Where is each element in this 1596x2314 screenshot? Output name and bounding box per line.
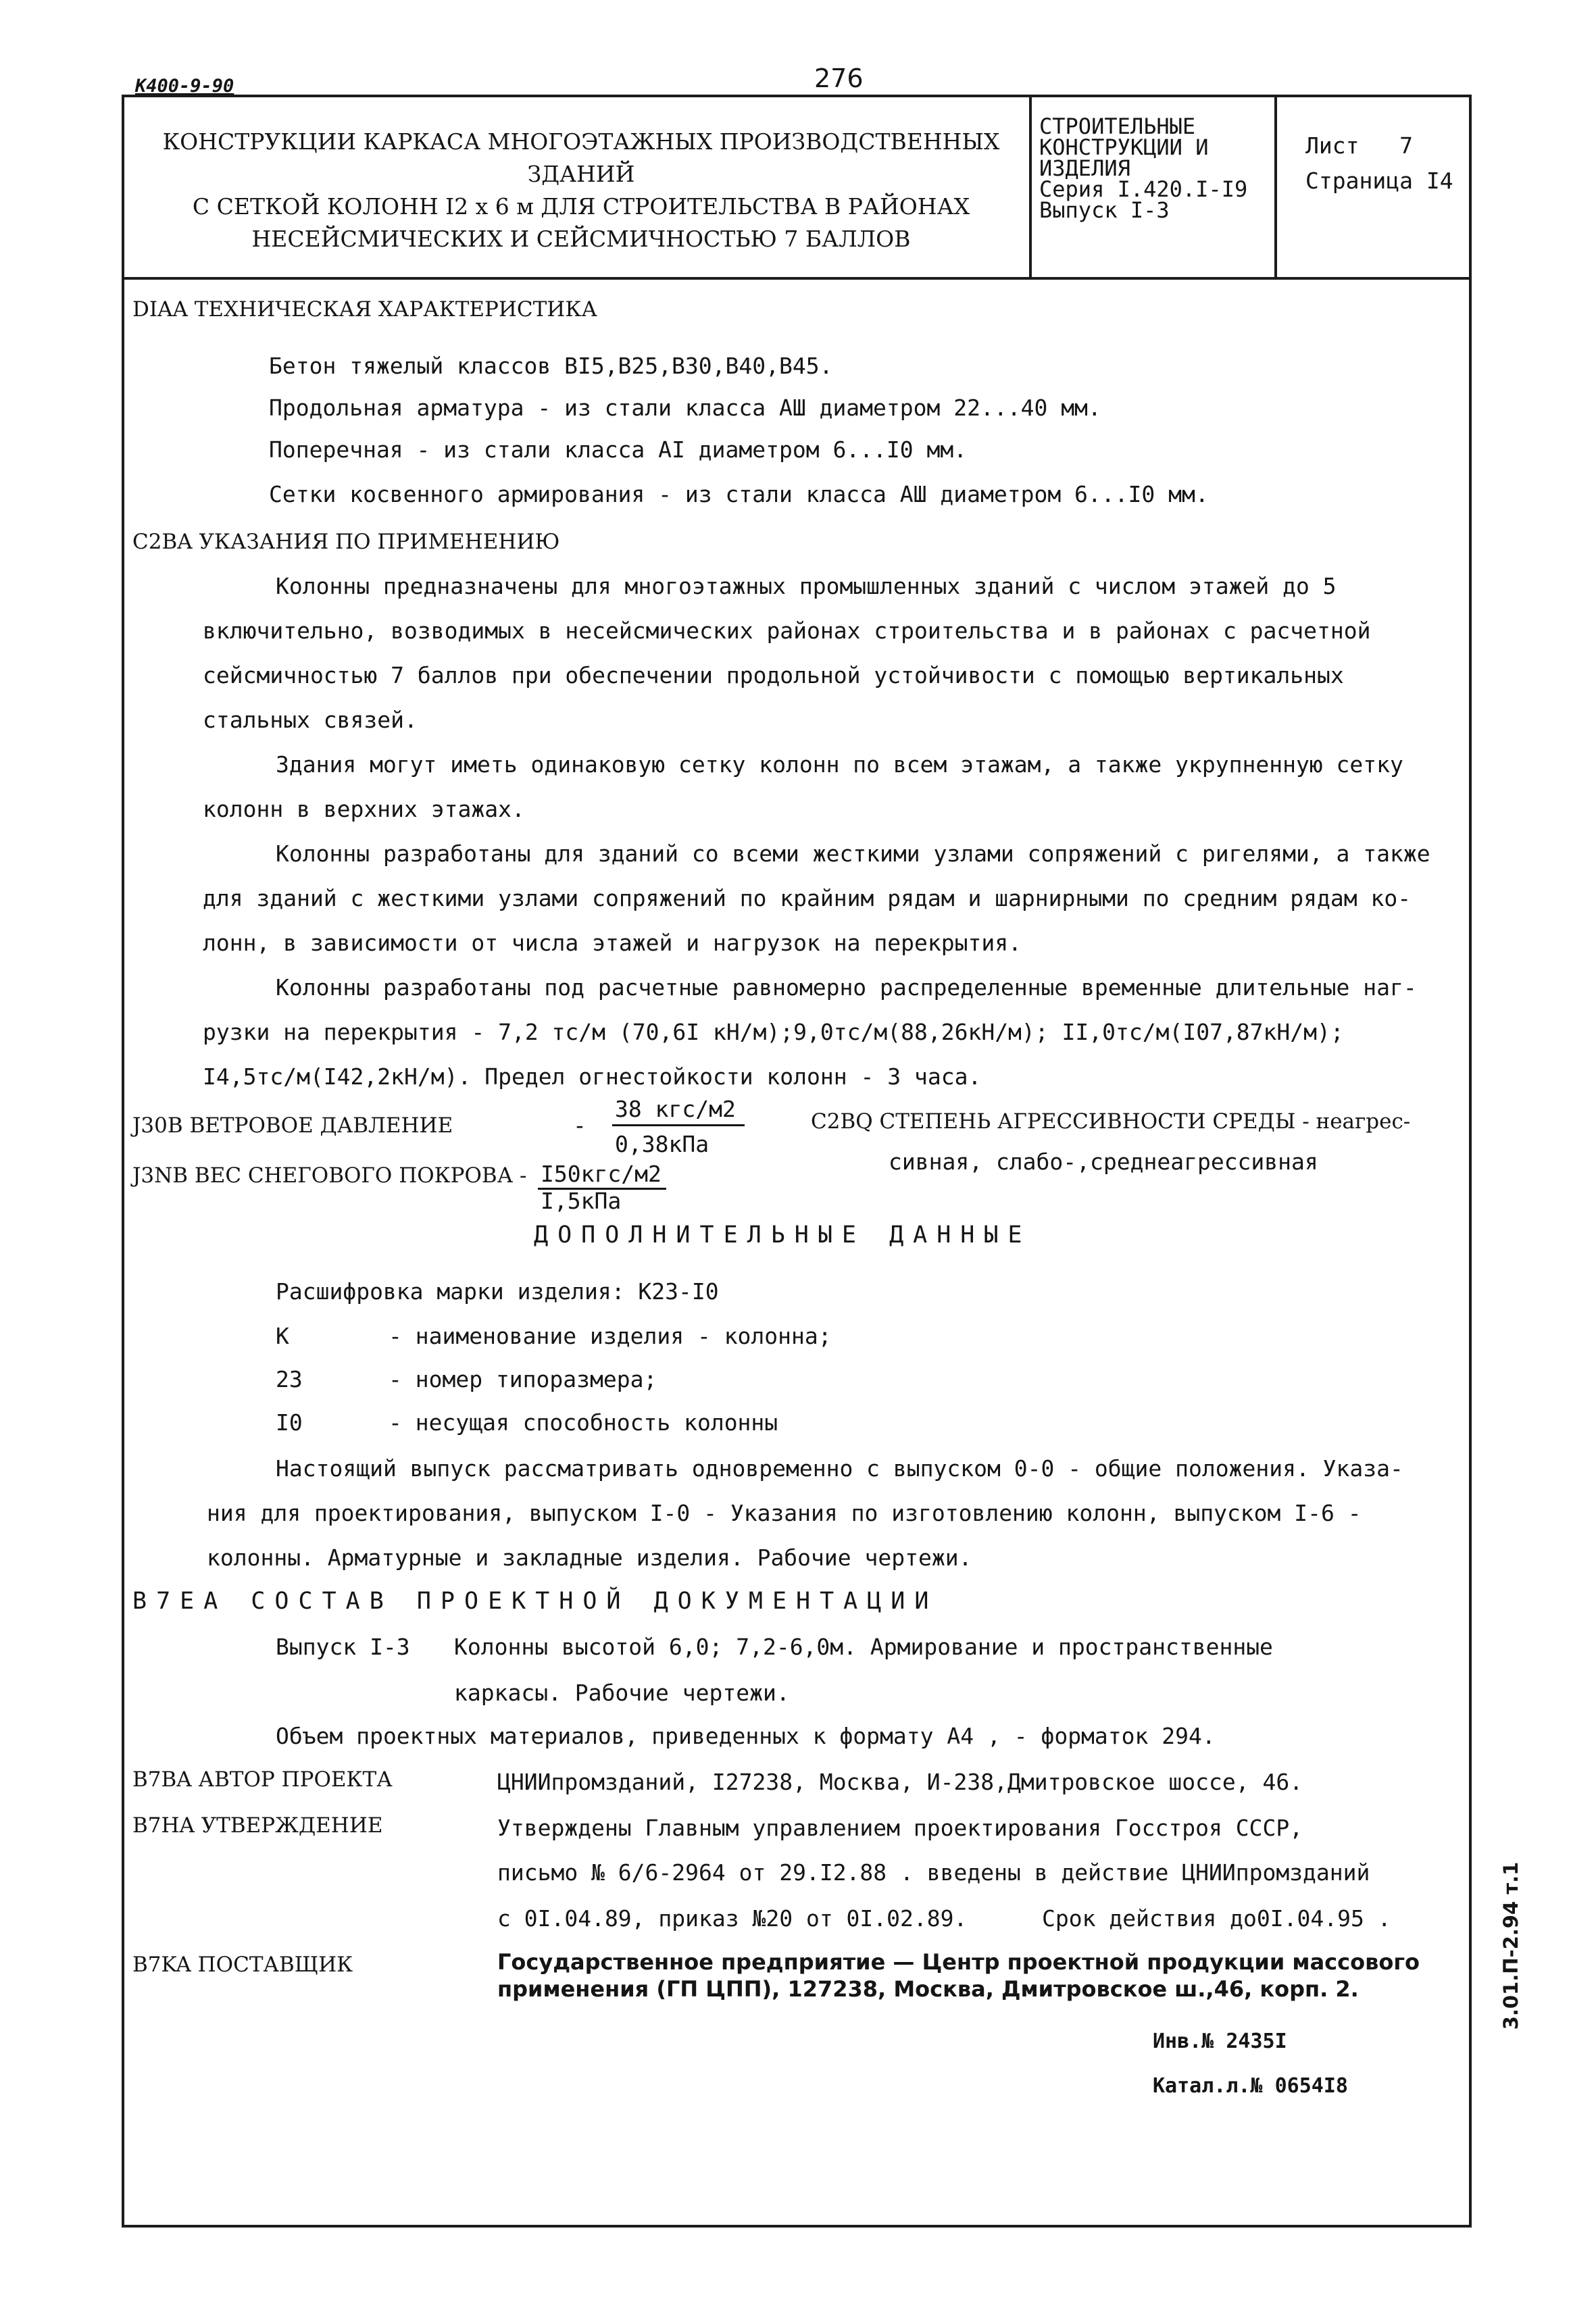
application-line: Колонны разработаны под расчетные равномерно распределенные временные длительные наг-	[276, 974, 1417, 1001]
application-line: для зданий с жесткими узлами сопряжений по крайним рядам и шарнирными по средним рядам ко-	[203, 885, 1412, 911]
supplier-line: применения (ГП ЦПП), 127238, Москва, Дмитровское ш.,46, корп. 2.	[497, 1976, 1359, 2002]
aggressiveness-label: C2BQ СТЕПЕНЬ АГРЕССИВНОСТИ СРЕДЫ - неагрес-	[811, 1109, 1411, 1134]
composition-heading: B7EA СОСТАВ ПРОЕКТНОЙ ДОКУМЕНТАЦИИ	[132, 1588, 939, 1615]
wind-label: J30B ВЕТРОВОЕ ДАВЛЕНИЕ	[132, 1113, 453, 1138]
decode-text: - номер типоразмера;	[389, 1366, 657, 1392]
decode-label: Расшифровка марки изделия: K23-I0	[276, 1278, 719, 1305]
application-line: Здания могут иметь одинаковую сетку колонн по всем этажам, а также укрупненную сетку	[276, 751, 1403, 778]
page-value: I4	[1426, 168, 1453, 194]
decode-code: I0	[276, 1409, 303, 1436]
header-divider-1	[1029, 95, 1032, 280]
decode-text: - несущая способность колонны	[389, 1409, 778, 1436]
header-sheet	[1305, 128, 1453, 199]
snow-numerator: I50кгс/м2	[541, 1161, 662, 1187]
additional-heading: ДОПОЛНИТЕЛЬНЫЕ ДАННЫЕ	[534, 1222, 1032, 1249]
snow-label: J3NB ВЕС СНЕГОВОГО ПОКРОВА -	[132, 1163, 527, 1188]
supplier-line: Государственное предприятие — Центр проектной продукции массового	[497, 1949, 1420, 1975]
technical-line: Продольная арматура - из стали класса AШ диаметром 22...40 мм.	[269, 395, 1101, 421]
approval-label: B7HA УТВЕРЖДЕНИЕ	[132, 1813, 383, 1838]
header-title-line: КОНСТРУКЦИИ КАРКАСА МНОГОЭТАЖНЫХ ПРОИЗВОДСТВЕННЫХ ЗДАНИЙ	[162, 128, 1000, 187]
application-line: стальных связей.	[203, 707, 418, 733]
sheet-number: 7	[1399, 132, 1413, 159]
application-line: Колонны разработаны для зданий со всеми жесткими узлами сопряжений с ригелями, а также	[276, 840, 1430, 867]
header-category-line: КОНСТРУКЦИИ И	[1039, 134, 1209, 160]
technical-line: Сетки косвенного армирования - из стали класса AШ диаметром 6...I0 мм.	[269, 481, 1209, 507]
header-category	[1039, 116, 1255, 221]
approval-line: с 0I.04.89, приказ №20 от 0I.02.89.	[497, 1905, 968, 1932]
header-category-line: СТРОИТЕЛЬНЫЕ	[1039, 114, 1196, 139]
header-title-line: НЕСЕЙСМИЧЕСКИХ И СЕЙСМИЧНОСТЬЮ 7 БАЛЛОВ	[251, 226, 911, 252]
application-line: I4,5тс/м(I42,2кН/м). Предел огнестойкости колонн - 3 часа.	[203, 1063, 982, 1090]
approval-line: письмо № 6/6-2964 от 29.I2.88 . введены в действие ЦНИИпромзданий	[497, 1859, 1370, 1886]
page-number: 276	[814, 64, 864, 93]
application-line: Колонны предназначены для многоэтажных промышленных зданий с числом этажей до 5	[276, 573, 1337, 599]
wind-fraction-rule	[612, 1124, 745, 1126]
technical-line: Бетон тяжелый классов BI5,B25,B30,B40,B45.	[269, 353, 833, 379]
application-heading: C2BA УКАЗАНИЯ ПО ПРИМЕНЕНИЮ	[132, 530, 560, 554]
author-label: B7BA АВТОР ПРОЕКТА	[132, 1767, 393, 1792]
inventory-number: Инв.№ 2435I	[1153, 2030, 1287, 2053]
issue-label: Выпуск I-3	[276, 1634, 410, 1660]
wind-dash: -	[573, 1112, 587, 1138]
header-category-line: Выпуск I-3	[1039, 197, 1170, 223]
decode-code: 23	[276, 1366, 303, 1392]
application-line: колонн в верхних этажах.	[203, 796, 525, 822]
volume-line: Объем проектных материалов, приведенных к формату А4 , - форматок 294.	[276, 1723, 1216, 1749]
wind-numerator: 38 кгс/м2	[615, 1096, 736, 1122]
supplier-label: B7KA ПОСТАВЩИК	[132, 1953, 353, 1977]
application-line: включительно, возводимых в несейсмических районах строительства и в районах с расчетной	[203, 618, 1371, 644]
document-code: K400-9-90	[135, 76, 234, 97]
approval-line: Утверждены Главным управлением проектирования Госстроя СССР,	[497, 1815, 1303, 1841]
header-title-line: С СЕТКОЙ КОЛОНН I2 х 6 м ДЛЯ СТРОИТЕЛЬСТВА В РАЙОНАХ	[192, 193, 970, 220]
aggressiveness-continuation: сивная, слабо-,среднеагрессивная	[889, 1149, 1318, 1175]
header-title	[149, 126, 1014, 255]
decode-code: K	[276, 1323, 289, 1349]
decode-text: - наименование изделия - колонна;	[389, 1323, 832, 1349]
validity-line: Срок действия до0I.04.95 .	[1042, 1905, 1391, 1932]
supplier-value	[497, 1948, 1420, 2003]
application-line: рузки на перекрытия - 7,2 тс/м (70,6I кН/м);9,0тс/м(88,26кН/м); II,0тс/м(I07,87кН/м);	[203, 1019, 1344, 1045]
note-line: ния для проектирования, выпуском I-0 - Указания по изготовлению колонн, выпуском I-6 -	[207, 1500, 1362, 1526]
page-label: Страница	[1305, 168, 1413, 194]
side-note: 3.01.П-2.94 т.1	[1499, 1861, 1522, 2030]
application-line: лонн, в зависимости от числа этажей и нагрузок на перекрытия.	[203, 930, 1022, 956]
wind-denominator: 0,38кПа	[615, 1131, 709, 1157]
header-bottom-rule	[122, 277, 1472, 280]
note-line: колонны. Арматурные и закладные изделия. Рабочие чертежи.	[207, 1544, 972, 1571]
issue-line: каркасы. Рабочие чертежи.	[454, 1680, 790, 1706]
sheet-label: Лист	[1305, 132, 1360, 159]
header-category-line: ИЗДЕЛИЯ	[1039, 155, 1130, 181]
catalog-number: Катал.л.№ 0654I8	[1153, 2074, 1348, 2098]
header-divider-2	[1274, 95, 1277, 280]
snow-denominator: I,5кПа	[541, 1188, 622, 1214]
note-line: Настоящий выпуск рассматривать одновременно с выпуском 0-0 - общие положения. Указа-	[276, 1455, 1403, 1482]
technical-line: Поперечная - из стали класса AI диаметром 6...I0 мм.	[269, 436, 968, 463]
issue-line: Колонны высотой 6,0; 7,2-6,0м. Армирование и пространственные	[454, 1634, 1273, 1660]
application-line: сейсмичностью 7 баллов при обеспечении продольной устойчивости с помощью вертикальных	[203, 662, 1344, 688]
header-category-line: Серия I.420.I-I9	[1039, 176, 1248, 202]
author-value: ЦНИИпромзданий, I27238, Москва, И-238,Дмитровское шоссе, 46.	[497, 1769, 1303, 1795]
technical-heading: DIAA ТЕХНИЧЕСКАЯ ХАРАКТЕРИСТИКА	[132, 297, 597, 322]
